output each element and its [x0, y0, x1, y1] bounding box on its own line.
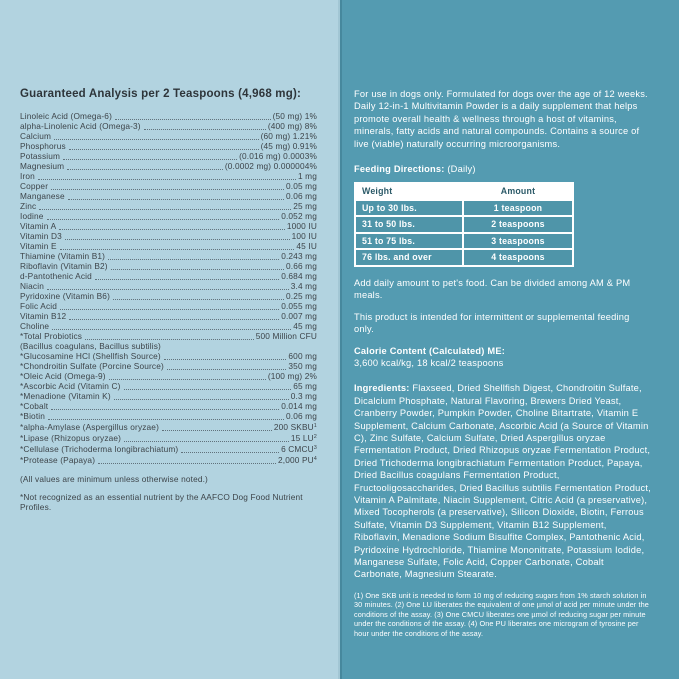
nutrient-name: Zinc [20, 201, 37, 211]
analysis-row [20, 111, 317, 121]
dot-leader [63, 159, 237, 160]
ingredients-list: Flaxseed, Dried Shellfish Digest, Chondroitin Sulfate, Dicalcium Phosphate, Natural Flavoring, Brewers Dried Yeast, Cranberry Powder, Pumpkin Powder, Choline Bitartrate, Vitamin E Supplement, Calcium Carbonate, Ascorbic Acid (a Source of Vitamin C), Zinc Sulfate, Calcium Sulfate, Dried Aspergillus oryzae Fermentation Product, Dried Rhizopus oryzae Fermentation Product, Dried Trichoderma longibrachiatum Fermentation Product, Papaya, Dried Bacillus coagulans Fermentation Product, Fructooligosaccharides, Dried Bacillus subtilis Fermentation Product, Vitamin A Palmitate, Niacin Supplement, Citric Acid (a preservative), Mixed Tocopherols (a preservative), Silicon Dioxide, Biotin, Ferrous Sulfate, Vitamin D3 Supplement, Vitamin B12 Supplement, Riboflavin, Menadione Sodium Bisulfite Complex, Pantothenic Acid, Pyridoxine Hydrochloride, Thiamine Mononitrate, Potassium Iodide, Manganese Sulfate, Folic Acid, Copper Carbonate, Cobalt Carbonate, Magnesium Stearate. [354, 383, 651, 580]
analysis-row [20, 211, 317, 221]
analysis-row [20, 271, 317, 281]
nutrient-value: (100 mg) 2% [267, 371, 317, 381]
intermittent-feeding-note: This product is intended for intermittent or supplemental feeding only. [354, 311, 630, 335]
amount-cell: 2 teaspoons [464, 217, 572, 232]
dot-leader [59, 229, 285, 230]
nutrient-name: (Bacillus coagulans, Bacillus subtilis) [20, 341, 161, 351]
analysis-row [20, 121, 317, 131]
guaranteed-analysis-heading: Guaranteed Analysis per 2 Teaspoons (4,968 mg): [20, 88, 302, 100]
analysis-row [20, 341, 317, 351]
nutrient-name: *Cobalt [20, 401, 49, 411]
enzyme-unit-footnotes: (1) One SKB unit is needed to form 10 mg of reducing sugars from 1% starch solution in 30 minutes. (2) One LU liberates the equivalent of one µmol of acid per minute under the conditions of the assay. (3) One CMCU liberates one µmol of reducing sugar per minute under the conditions of the assay. (4) One PU liberates one microgram of tyrosine per hour under the conditions of the assay. [354, 590, 649, 638]
weight-cell: 31 to 50 lbs. [356, 217, 462, 232]
nutrient-name: Manganese [20, 191, 65, 201]
dot-leader [68, 199, 284, 200]
product-description: For use in dogs only. Formulated for dogs over the age of 12 weeks. Daily 12-in-1 Multivitamin Powder is a daily supplement that helps promote overall health & wellness through a host of vitamins, minerals, fatty acids and natural compounds. Contains a source of live (viable) naturally occurring microorganisms. [354, 89, 648, 149]
analysis-row [20, 281, 317, 291]
dot-leader [69, 319, 279, 320]
nutrient-value: 0.66 mg [285, 261, 317, 271]
nutrient-name: *Biotin [20, 411, 46, 421]
analysis-row [20, 301, 317, 311]
dot-leader [113, 299, 284, 300]
weight-column-header: Weight [356, 184, 462, 199]
dot-leader [167, 369, 287, 370]
dot-leader [47, 219, 280, 220]
feeding-directions-suffix: (Daily) [444, 164, 476, 175]
analysis-row [20, 454, 317, 465]
guaranteed-analysis-list [20, 111, 317, 465]
analysis-row [20, 443, 317, 454]
nutrient-name: Phosphorus [20, 141, 66, 151]
nutrient-value: (50 mg) 1% [272, 111, 317, 121]
analysis-row [20, 391, 317, 401]
nutrient-name: Vitamin A [20, 221, 57, 231]
dot-leader [95, 279, 279, 280]
nutrient-name: *Chondroitin Sulfate (Porcine Source) [20, 361, 164, 371]
nutrient-value: 0.06 mg [285, 411, 317, 421]
dot-leader [38, 179, 296, 180]
ingredients-paragraph [354, 382, 651, 581]
dot-leader [114, 399, 289, 400]
nutrient-name: Niacin [20, 281, 44, 291]
nutrient-name: Pyridoxine (Vitamin B6) [20, 291, 110, 301]
analysis-row [20, 181, 317, 191]
nutrient-name: Thiamine (Vitamin B1) [20, 251, 106, 261]
feeding-table-row [356, 250, 572, 265]
nutrient-name: alpha-Linolenic Acid (Omega-3) [20, 121, 141, 131]
feeding-table-row [356, 201, 572, 216]
nutrient-value: 350 mg [288, 361, 317, 371]
nutrient-name: *Cellulase (Trichoderma longibrachiatum) [20, 444, 179, 454]
nutrient-value: 65 mg [293, 381, 317, 391]
dot-leader [109, 379, 266, 380]
unit-footnote-marker: 4 [313, 456, 317, 462]
nutrient-name: *Protease (Papaya) [20, 455, 96, 465]
analysis-row [20, 361, 317, 371]
analysis-row [20, 381, 317, 391]
nutrient-name: *Oleic Acid (Omega-9) [20, 371, 106, 381]
nutrient-value: 100 IU [291, 231, 317, 241]
nutrient-value: 0.243 mg [281, 251, 317, 261]
unit-footnote-marker: 3 [313, 445, 317, 451]
analysis-row [20, 421, 317, 432]
unit-footnote-marker: 2 [313, 434, 317, 440]
analysis-row [20, 131, 317, 141]
dot-leader [51, 409, 279, 410]
dot-leader [60, 249, 295, 250]
nutrient-name: *Total Probiotics [20, 331, 83, 341]
ingredients-label: Ingredients: [354, 383, 410, 394]
feeding-table-row [356, 234, 572, 249]
dot-leader [115, 119, 271, 120]
dot-leader [60, 309, 279, 310]
nutrient-name: Vitamin D3 [20, 231, 62, 241]
weight-cell: 76 lbs. and over [356, 250, 462, 265]
analysis-row [20, 171, 317, 181]
amount-cell: 4 teaspoons [464, 250, 572, 265]
dot-leader [47, 289, 289, 290]
nutrient-name: Calcium [20, 131, 52, 141]
analysis-row [20, 432, 317, 443]
nutrient-name: Choline [20, 321, 50, 331]
nutrient-name: Iron [20, 171, 35, 181]
feeding-directions-table [354, 182, 574, 267]
weight-cell: 51 to 75 lbs. [356, 234, 462, 249]
analysis-row [20, 201, 317, 211]
nutrient-value: 6 CMCU$^3$ [281, 444, 317, 454]
nutrient-name: Magnesium [20, 161, 65, 171]
unit-footnote-marker: 1 [313, 423, 317, 429]
analysis-row [20, 141, 317, 151]
nutrient-value: (45 mg) 0.91% [260, 141, 317, 151]
nutrient-value: 500 Million CFU [255, 331, 317, 341]
table-header-row [356, 184, 572, 199]
dot-leader [65, 239, 290, 240]
nutrient-name: Copper [20, 181, 49, 191]
dot-leader [111, 269, 284, 270]
nutrient-name: Folic Acid [20, 301, 58, 311]
nutrient-name: *Glucosamine HCl (Shellfish Source) [20, 351, 161, 361]
analysis-row [20, 221, 317, 231]
nutrient-value: (0.016 mg) 0.0003% [239, 151, 317, 161]
dot-leader [69, 149, 259, 150]
nutrient-value: (0.0002 mg) 0.000004% [224, 161, 317, 171]
nutrient-value: 25 mg [293, 201, 317, 211]
nutrient-value: 200 SKBU$^1$ [273, 422, 317, 432]
nutrient-value: 1000 IU [286, 221, 317, 231]
nutrient-name: *Menadione (Vitamin K) [20, 391, 111, 401]
nutrient-value: 0.055 mg [281, 301, 317, 311]
usage-info-panel [340, 0, 679, 679]
analysis-row [20, 231, 317, 241]
nutrient-name: Iodine [20, 211, 44, 221]
minimum-values-note: (All values are minimum unless otherwise noted.) [20, 474, 208, 484]
dot-leader [124, 389, 292, 390]
dot-leader [162, 430, 272, 431]
analysis-row [20, 161, 317, 171]
nutrient-value: 0.684 mg [281, 271, 317, 281]
calorie-content-label: Calorie Content (Calculated) ME: [354, 345, 506, 356]
feeding-table-row [356, 217, 572, 232]
nutrient-value: (60 mg) 1.21% [260, 131, 317, 141]
nutrient-value: 2,000 $PU^4$ [277, 455, 317, 465]
nutrient-name: d-Pantothenic Acid [20, 271, 92, 281]
nutrient-name: Vitamin B12 [20, 311, 67, 321]
nutrient-value: 0.052 mg [281, 211, 317, 221]
analysis-row [20, 241, 317, 251]
dot-leader [39, 209, 291, 210]
analysis-row [20, 291, 317, 301]
amount-cell: 1 teaspoon [464, 201, 572, 216]
dot-leader [108, 259, 279, 260]
nutrient-name: *Lipase (Rhizopus oryzae) [20, 433, 122, 443]
weight-cell: Up to 30 lbs. [356, 201, 462, 216]
analysis-row [20, 331, 317, 341]
add-to-food-note: Add daily amount to pet's food. Can be divided among AM & PM meals. [354, 277, 631, 301]
feeding-directions-label: Feeding Directions: [354, 164, 445, 175]
analysis-row [20, 401, 317, 411]
analysis-row [20, 251, 317, 261]
analysis-row [20, 321, 317, 331]
nutrient-name: *alpha-Amylase (Aspergillus oryzae) [20, 422, 159, 432]
nutrient-value: 0.05 mg [285, 181, 317, 191]
calorie-content-value: 3,600 kcal/kg, 18 kcal/2 teaspoons [354, 357, 504, 368]
analysis-row [20, 191, 317, 201]
dot-leader [85, 339, 254, 340]
nutrient-name: Linoleic Acid (Omega-6) [20, 111, 112, 121]
nutrient-value: 0.06 mg [285, 191, 317, 201]
dot-leader [52, 329, 291, 330]
analysis-row [20, 351, 317, 361]
aafco-note: *Not recognized as an essential nutrient by the AAFCO Dog Food Nutrient Profiles. [20, 492, 303, 512]
dot-leader [54, 139, 259, 140]
analysis-row [20, 311, 317, 321]
nutrient-value: 600 mg [288, 351, 317, 361]
analysis-row [20, 411, 317, 421]
analysis-row [20, 151, 317, 161]
nutrient-value: 0.3 mg [290, 391, 317, 401]
nutrient-value: 0.25 mg [285, 291, 317, 301]
nutrient-value: 1 mg [297, 171, 317, 181]
nutrient-name: Potassium [20, 151, 61, 161]
dot-leader [48, 419, 284, 420]
dot-leader [124, 441, 289, 442]
dot-leader [98, 463, 276, 464]
dot-leader [144, 129, 266, 130]
dot-leader [51, 189, 284, 190]
analysis-row [20, 261, 317, 271]
nutrient-value: 3.4 mg [290, 281, 317, 291]
nutrient-value: 15 $LU^2$ [290, 433, 317, 443]
nutrient-value: 0.007 mg [281, 311, 317, 321]
amount-column-header: Amount [464, 184, 572, 199]
amount-cell: 3 teaspoons [464, 234, 572, 249]
nutrient-name: Vitamin E [20, 241, 57, 251]
nutrient-value: (400 mg) 8% [267, 121, 317, 131]
dot-leader [164, 359, 287, 360]
nutrient-name: Riboflavin (Vitamin B2) [20, 261, 108, 271]
nutrient-value: 0.014 mg [281, 401, 317, 411]
dot-leader [181, 452, 279, 453]
nutrient-value: 45 mg [293, 321, 317, 331]
analysis-row [20, 371, 317, 381]
feeding-directions-heading [354, 163, 651, 175]
dot-leader [67, 169, 223, 170]
nutrient-name: *Ascorbic Acid (Vitamin C) [20, 381, 121, 391]
nutrient-value: 45 IU [296, 241, 317, 251]
